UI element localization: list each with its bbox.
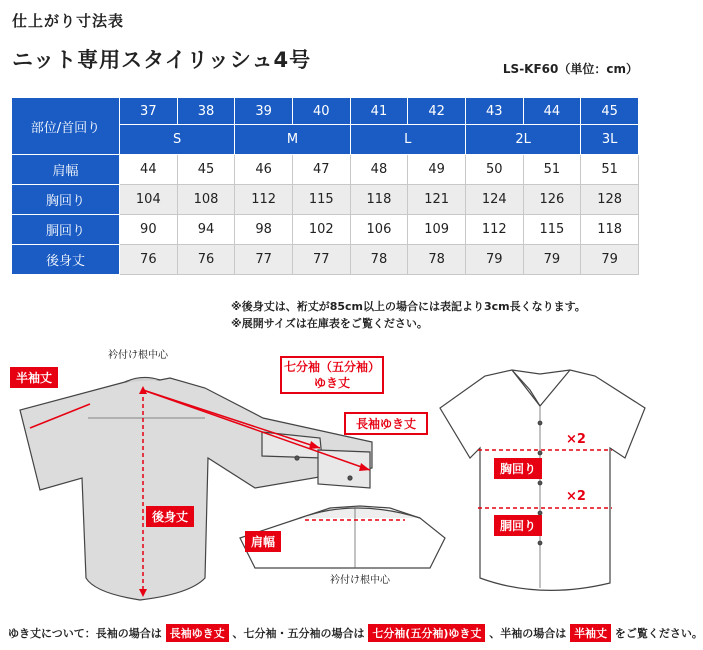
table-cell: 45 [177,155,235,185]
table-cell: 48 [350,155,408,185]
neck-size-header: 41 [350,98,408,125]
table-cell: 94 [177,215,235,245]
table-cell: 49 [408,155,466,185]
table-cell: 112 [465,215,523,245]
table-cell: 128 [581,185,639,215]
neck-size-header: 37 [120,98,178,125]
page-subtitle: 仕上がり寸法表 [12,12,125,30]
row-label: 胴回り [12,215,120,245]
table-cell: 79 [581,245,639,275]
table-row [12,215,639,245]
size-group-header: S [120,125,235,155]
bottom-prefix: ゆき丈について：長袖の場合は [8,627,162,640]
table-cell: 109 [408,215,466,245]
bottom-tag-three-quarter: 七分袖(五分袖)ゆき丈 [368,624,485,642]
note-back-length: ※後身丈は、裄丈が85cm以上の場合には表記より3cm長くなります。 [231,300,586,313]
table-row [12,245,639,275]
table-cell: 44 [120,155,178,185]
front-shirt-drawing [440,370,645,590]
table-cell: 76 [120,245,178,275]
label-three-quarter-line2: ゆき丈 [313,376,350,390]
table-cell: 108 [177,185,235,215]
table-cell: 78 [408,245,466,275]
bottom-tag-long: 長袖ゆき丈 [166,624,229,642]
size-group-header: M [235,125,350,155]
label-long-sleeve: 長袖ゆき丈 [344,412,428,435]
table-cell: 79 [523,245,581,275]
bottom-mid1: 、七分袖・五分袖の場合は [232,627,365,640]
neck-size-header: 44 [523,98,581,125]
bottom-tag-half: 半袖丈 [570,624,611,642]
neck-size-header: 45 [581,98,639,125]
table-cell: 77 [235,245,293,275]
label-three-quarter-sleeve [280,356,384,394]
label-back-length: 後身丈 [146,506,194,527]
label-times-waist: ×2 [566,489,586,504]
table-cell: 76 [177,245,235,275]
table-cell: 51 [581,155,639,185]
table-cell: 104 [120,185,178,215]
table-cell: 126 [523,185,581,215]
label-shoulder: 肩幅 [245,531,281,552]
table-cell: 124 [465,185,523,215]
label-waist: 胴回り [494,515,542,536]
row-label: 肩幅 [12,155,120,185]
neck-size-header: 39 [235,98,293,125]
table-cell: 118 [581,215,639,245]
table-cell: 115 [292,185,350,215]
bottom-note [8,624,703,642]
label-collar-center-bottom: 衿付け根中心 [330,575,390,586]
bottom-suffix: をご覧ください。 [614,627,703,640]
neck-size-header: 42 [408,98,466,125]
product-code: LS-KF60（単位：cm） [502,62,638,76]
table-cell: 102 [292,215,350,245]
table-cell: 46 [235,155,293,185]
table-cell: 47 [292,155,350,185]
page-title: ニット専用スタイリッシュ4号 [12,48,312,72]
bottom-mid2: 、半袖の場合は [489,627,567,640]
label-half-sleeve: 半袖丈 [10,367,58,388]
size-group-header: 2L [465,125,580,155]
table-cell: 106 [350,215,408,245]
table-cell: 51 [523,155,581,185]
table-cell: 98 [235,215,293,245]
table-cell: 77 [292,245,350,275]
table-row [12,155,639,185]
neck-size-header: 43 [465,98,523,125]
table-cell: 78 [350,245,408,275]
size-group-header: L [350,125,465,155]
label-three-quarter-line1: 七分袖（五分袖） [283,360,380,374]
label-collar-center-top: 衿付け根中心 [108,350,168,361]
table-corner-header: 部位/首回り [12,98,120,155]
table-cell: 121 [408,185,466,215]
note-sizes: ※展開サイズは在庫表をご覧ください。 [231,317,428,330]
table-cell: 50 [465,155,523,185]
table-cell: 79 [465,245,523,275]
size-table [11,97,639,275]
size-group-header: 3L [581,125,639,155]
row-label: 胸回り [12,185,120,215]
neck-size-header: 40 [292,98,350,125]
table-cell: 90 [120,215,178,245]
table-cell: 118 [350,185,408,215]
row-label: 後身丈 [12,245,120,275]
table-row [12,185,639,215]
table-cell: 112 [235,185,293,215]
table-cell: 115 [523,215,581,245]
label-chest: 胸回り [494,458,542,479]
neck-size-header: 38 [177,98,235,125]
label-times-chest: ×2 [566,432,586,447]
